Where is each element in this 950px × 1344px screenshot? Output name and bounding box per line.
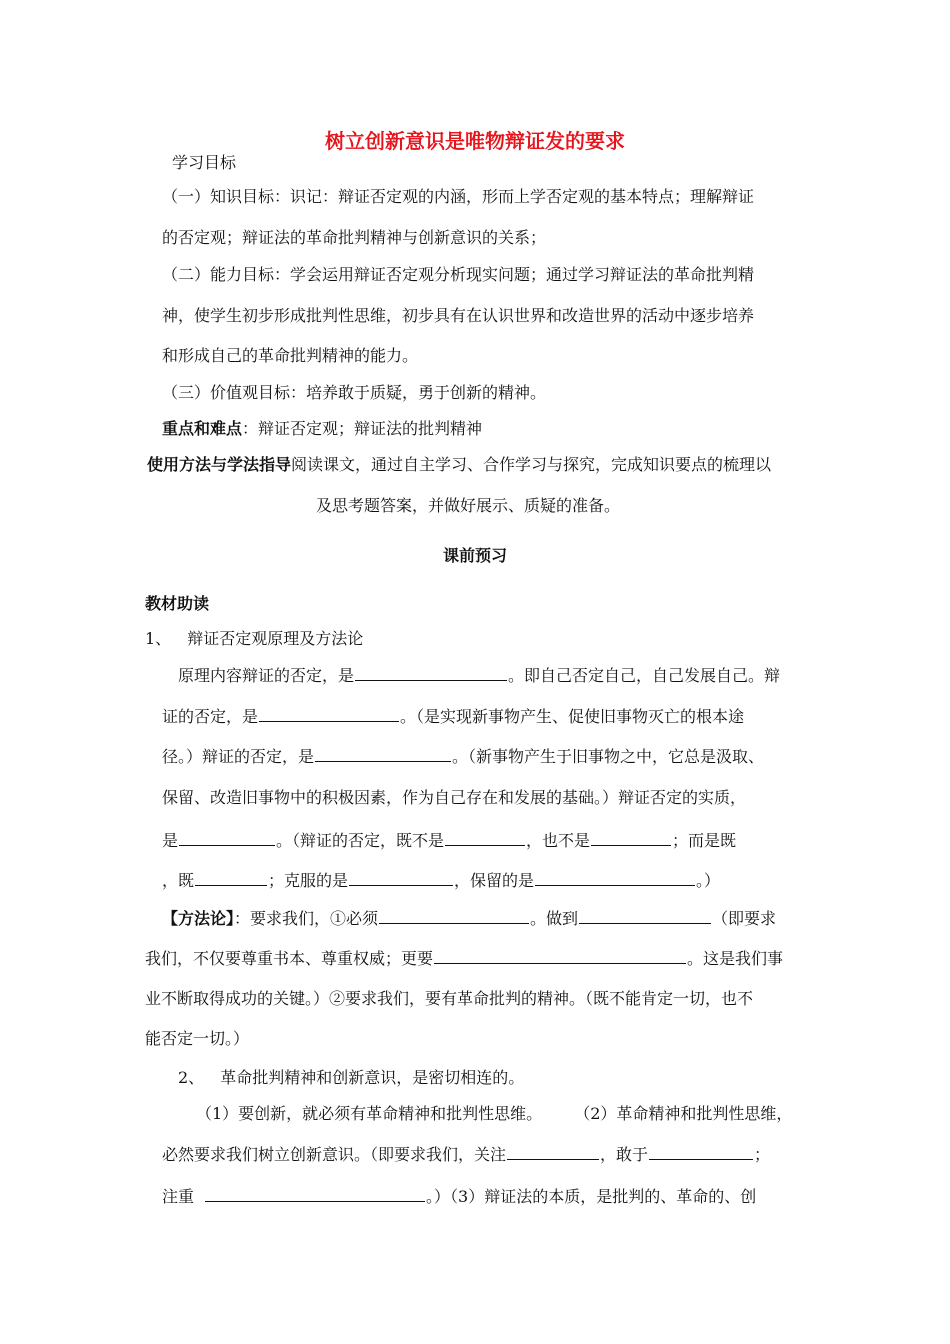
method-text-1: 阅读课文，通过自主学习、合作学习与探究，完成知识要点的梳理以 [291,455,772,474]
section1-number: 1、 [145,629,172,648]
section2-heading [178,1067,524,1089]
methodology-line-3: 业不断取得成功的关键。）②要求我们，要有革命批判的精神。（既不能肯定一切，也不 [145,989,754,1008]
answer-blank[interactable] [205,1185,425,1202]
answer-blank[interactable] [591,829,671,846]
principle-line-4: 保留、改造旧事物中的积极因素，作为自己存在和发展的基础。）辩证否定的实质， [162,788,747,807]
key-points [162,418,482,440]
section2-title: 革命批判精神和创新意识，是密切相连的。 [220,1068,525,1087]
answer-blank[interactable] [434,947,686,964]
section2-line-3: 注重 。）（3）辩证法的本质，是批判的、革命的、创 [162,1187,757,1206]
key-points-text: ：辩证否定观；辩证法的批判精神 [242,419,483,438]
answer-blank[interactable] [507,1143,599,1160]
section1-heading [145,628,363,650]
ability-objective-line-3: 和形成自己的革命批判精神的能力。 [162,346,419,365]
methodology-line-2: 我们，不仅要尊重书本、尊重权威；更要 。这是我们事 [145,949,784,968]
preview-heading: 课前预习 [442,546,507,565]
answer-blank[interactable] [535,869,695,886]
section2-number: 2、 [178,1068,205,1087]
principle-line-3: 径。）辩证的否定，是 。（新事物产生于旧事物之中，它总是汲取、 [162,747,765,766]
knowledge-objective-line-2: 的否定观；辩证法的革命批判精神与创新意识的关系； [162,228,547,247]
section1-title: 辩证否定观原理及方法论 [187,629,364,648]
answer-blank[interactable] [179,829,275,846]
answer-blank[interactable] [315,745,451,762]
answer-blank[interactable] [195,869,267,886]
answer-blank[interactable] [259,705,399,722]
principle-line-6: ，既 ；克服的是 ，保留的是 。） [162,871,721,890]
answer-blank[interactable] [349,869,453,886]
values-objective: （三）价值观目标：培养敢于质疑，勇于创新的精神。 [162,383,547,402]
methodology-line-1: 【方法论】：要求我们，①必须 。做到 （即要求 [162,909,777,928]
document-title: 树立创新意识是唯物辩证发的要求 [325,129,625,153]
answer-blank[interactable] [379,907,529,924]
answer-blank[interactable] [355,664,507,681]
objectives-heading: 学习目标 [172,153,237,172]
section2-line-1: （1）要创新，就必须有革命精神和批判性思维。 （2）革命精神和批判性思维， [196,1104,793,1123]
method-label: 使用方法与学法指导 [147,455,292,474]
knowledge-objective-line-1: （一）知识目标：识记：辩证否定观的内涵，形而上学否定观的基本特点；理解辩证 [162,187,755,206]
ability-objective-line-2: 神，使学生初步形成批判性思维，初步具有在认识世界和改造世界的活动中逐步培养 [162,306,755,325]
section2-line-2: 必然要求我们树立创新意识。（即要求我们，关注 ，敢于 ； [162,1145,771,1164]
guide-heading: 教材助读 [145,594,210,613]
principle-line-1: 原理内容辩证的否定，是 。即自己否定自己，自己发展自己。辩 [178,666,781,685]
method-guidance [147,454,771,476]
ability-objective-line-1: （二）能力目标：学会运用辩证否定观分析现实问题；通过学习辩证法的革命批判精 [162,265,755,284]
answer-blank[interactable] [579,907,711,924]
methodology-label: 【方法论】 [162,909,235,928]
answer-blank[interactable] [445,829,525,846]
answer-blank[interactable] [649,1143,753,1160]
principle-line-2: 证的否定，是 。（是实现新事物产生、促使旧事物灭亡的根本途 [162,707,745,726]
methodology-line-4: 能否定一切。） [145,1029,250,1048]
principle-line-5: 是 。（辩证的否定，既不是 ，也不是 ；而是既 [162,831,737,850]
key-points-label: 重点和难点 [162,419,243,438]
method-text-2: 及思考题答案，并做好展示、质疑的准备。 [316,496,621,515]
